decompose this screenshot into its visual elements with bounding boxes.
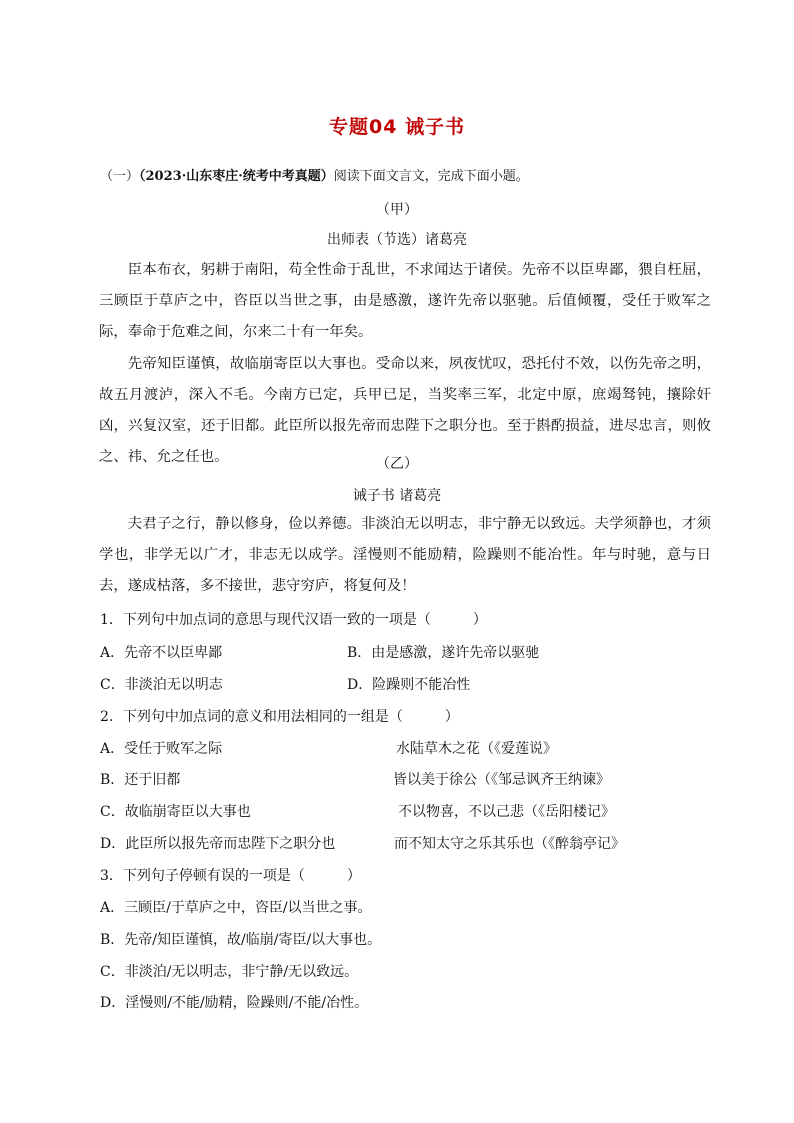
question-2-option-a-left: A．受任于败军之际 bbox=[100, 741, 223, 757]
question-2-option-a-right: 水陆草木之花（《爱莲说》 bbox=[396, 741, 557, 757]
question-3-option-a: A．三顾臣/于草庐之中，咨臣/以当世之事。 bbox=[100, 900, 372, 916]
passage-a-paragraph-1: 臣本布衣，躬耕于南阳，苟全性命于乱世，不求闻达于诸侯。先帝不以臣卑鄙，猥自枉屈，三顾臣于草庐之中，咨臣以当世之事，由是感激，遂许先帝以驱驰。后值倾覆，受任于败军之际，奉命于危难之间，尔来二十有一年矣。 bbox=[99, 262, 711, 340]
page-title: 专题04 诫子书 bbox=[328, 116, 466, 138]
question-1-option-c: C．非淡泊无以明志 bbox=[100, 677, 223, 693]
passage-a-paragraph-2: 先帝知臣谨慎，故临崩寄臣以大事也。受命以来，夙夜忧叹，恐托付不效，以伤先帝之明，故五月渡泸，深入不毛。今南方已定，兵甲已足，当奖率三军，北定中原，庶竭驽钝，攘除奸凶，兴复汉室，还于旧都。此臣所以报先帝而忠陛下之职分也。至于斟酌损益，进尽忠言，则攸之、祎、允之任也。 bbox=[99, 356, 711, 465]
question-1-option-a: A．先帝不以臣卑鄙 bbox=[100, 645, 223, 661]
question-1-option-d: D．险躁则不能冶性 bbox=[347, 677, 471, 693]
passage-a-heading: 出师表（节选）诸葛亮 bbox=[327, 232, 467, 248]
question-1-stem: 1．下列句中加点词的意思与现代汉语一致的一项是（ ） bbox=[100, 612, 487, 628]
passage-b-label: （乙） bbox=[376, 456, 418, 472]
question-3-stem: 3．下列句子停顿有误的一项是（ ） bbox=[100, 868, 361, 884]
passage-a-label: （甲） bbox=[376, 202, 418, 218]
question-3-option-d: D．淫慢则/不能/励精，险躁则/不能/冶性。 bbox=[100, 995, 369, 1011]
question-2-option-b-right: 皆以美于徐公（《邹忌讽齐王纳谏》 bbox=[393, 772, 610, 788]
passage-b-paragraph-1: 夫君子之行，静以修身，俭以养德。非淡泊无以明志，非宁静无以致远。夫学须静也，才须学也，非学无以广才，非志无以成学。淫慢则不能励精，险躁则不能冶性。年与时驰，意与日去，遂成枯落，多不接世，悲守穷庐，将复何及！ bbox=[99, 516, 711, 594]
question-3-option-c: C．非淡泊/无以明志，非宁静/无以致远。 bbox=[100, 964, 359, 980]
intro-prefix: （一） bbox=[100, 169, 140, 184]
question-1-option-b: B．由是感激，遂许先帝以驱驰 bbox=[347, 645, 540, 661]
question-2-option-d-left: D．此臣所以报先帝而忠陛下之职分也 bbox=[100, 836, 336, 852]
question-2-stem: 2．下列句中加点词的意义和用法相同的一组是（ ） bbox=[100, 709, 459, 725]
question-2-option-b-left: B．还于旧都 bbox=[100, 772, 181, 788]
intro-source: （2023·山东枣庄·统考中考真题） bbox=[139, 169, 334, 184]
question-2-option-d-right: 而不知太守之乐其乐也（《醉翁亭记》 bbox=[394, 836, 625, 852]
question-3-option-b: B．先帝/知臣谨慎，故/临崩/寄臣/以大事也。 bbox=[100, 932, 382, 948]
passage-b-heading: 诫子书 诸葛亮 bbox=[352, 488, 442, 504]
question-2-option-c-right: 不以物喜，不以己悲（《岳阳楼记》 bbox=[398, 804, 615, 820]
intro-instruction: 阅读下面文言文，完成下面小题。 bbox=[333, 169, 529, 184]
question-2-option-c-left: C．故临崩寄臣以大事也 bbox=[100, 804, 251, 820]
question-set-intro bbox=[100, 165, 529, 184]
